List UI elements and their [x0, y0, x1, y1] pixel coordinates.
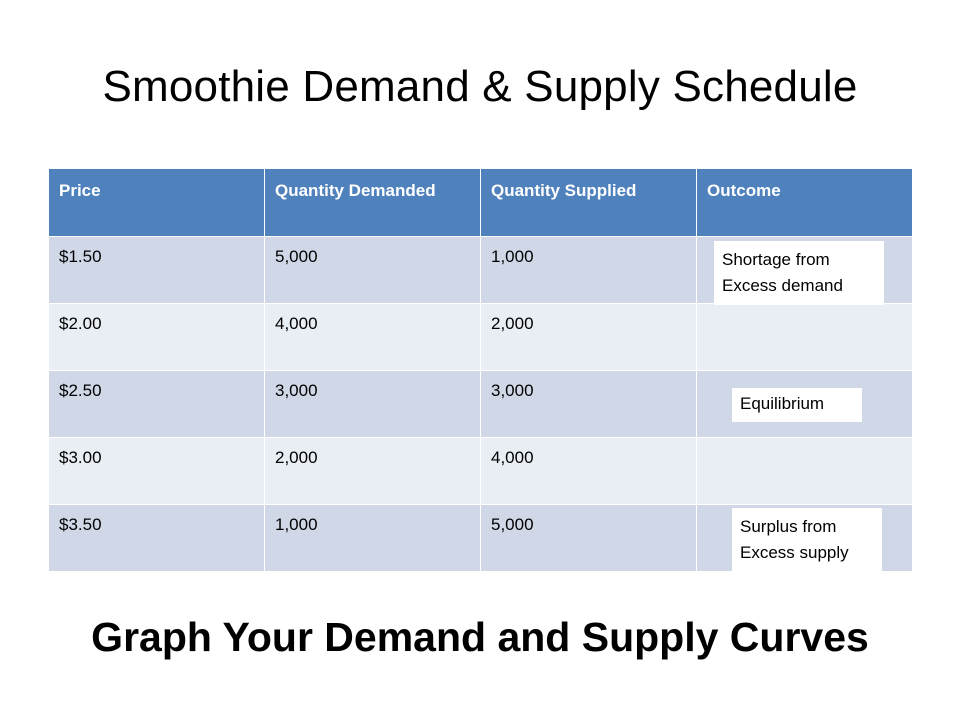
table-row — [49, 304, 913, 371]
surplus-callout: Surplus from Excess supply — [732, 508, 882, 572]
quantity-supplied-cell: 5,000 — [481, 505, 697, 572]
price-cell: $2.50 — [49, 371, 265, 438]
price-cell: $1.50 — [49, 237, 265, 304]
outcome-cell — [697, 304, 913, 371]
quantity-demanded-cell: 5,000 — [265, 237, 481, 304]
price-cell: $2.00 — [49, 304, 265, 371]
slide-subtitle: Graph Your Demand and Supply Curves — [91, 614, 869, 660]
price-cell: $3.50 — [49, 505, 265, 572]
shortage-callout: Shortage from Excess demand — [714, 241, 884, 305]
table-row — [49, 438, 913, 505]
header-price: Price — [49, 169, 265, 237]
header-outcome: Outcome — [697, 169, 913, 237]
header-quantity-demanded: Quantity Demanded — [265, 169, 481, 237]
header-quantity-supplied: Quantity Supplied — [481, 169, 697, 237]
quantity-supplied-cell: 4,000 — [481, 438, 697, 505]
quantity-demanded-cell: 2,000 — [265, 438, 481, 505]
quantity-demanded-cell: 3,000 — [265, 371, 481, 438]
quantity-demanded-cell: 1,000 — [265, 505, 481, 572]
quantity-demanded-cell: 4,000 — [265, 304, 481, 371]
equilibrium-callout: Equilibrium — [732, 388, 862, 422]
quantity-supplied-cell: 2,000 — [481, 304, 697, 371]
quantity-supplied-cell: 3,000 — [481, 371, 697, 438]
slide-title: Smoothie Demand & Supply Schedule — [102, 62, 858, 111]
table-header-row — [49, 169, 913, 237]
outcome-cell — [697, 438, 913, 505]
price-cell: $3.00 — [49, 438, 265, 505]
quantity-supplied-cell: 1,000 — [481, 237, 697, 304]
